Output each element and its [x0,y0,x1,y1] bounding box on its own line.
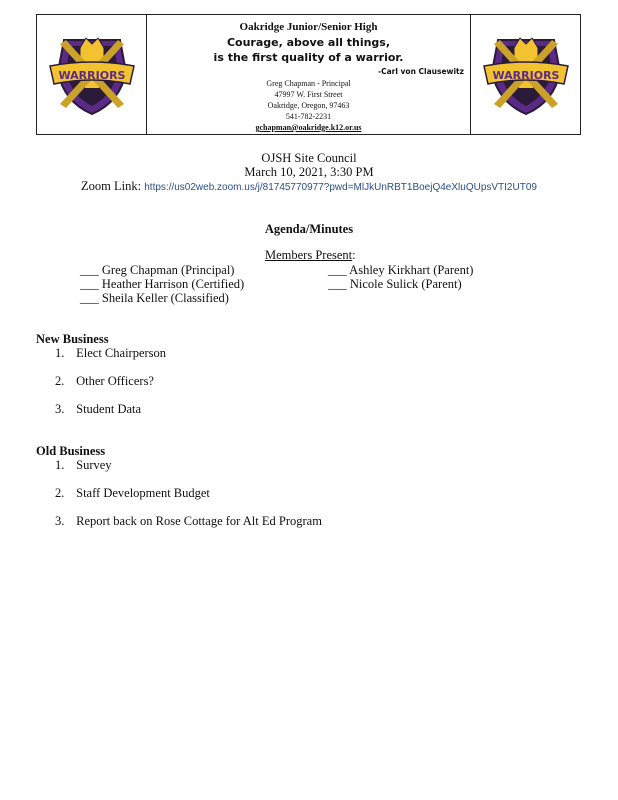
member-item: ___ Heather Harrison (Certified) [80,277,245,291]
new-business-heading: New Business [36,332,109,346]
motto-attribution: -Carl von Clausewitz [377,67,464,76]
list-text: Report back on Rose Cottage for Alt Ed Program [76,514,322,528]
phone-number: 541-782-2231 [285,112,332,121]
list-text: Other Officers? [76,374,154,388]
logo-left-cell [37,15,147,134]
letterhead-text [147,15,470,134]
motto-line-2: is the first quality of a warrior. [213,51,404,64]
street-address: 47997 W. First Street [274,90,343,99]
zoom-link[interactable]: https://us02web.zoom.us/j/81745770977?pwd=MlJkUnRBT1BoejQ4eXluQUpsVTI2UT09 [144,182,537,193]
agenda-title: Agenda/Minutes [264,222,354,236]
logo-right-cell [470,15,580,134]
list-number: 1. [55,458,65,472]
list-text: Staff Development Budget [76,486,210,500]
list-number: 2. [55,374,65,388]
city-state-zip: Oakridge, Oregon, 97463 [267,101,350,110]
svg-text:WARRIORS: WARRIORS [492,68,559,82]
list-text: Survey [76,458,112,472]
svg-text:WARRIORS: WARRIORS [58,68,125,82]
member-item: ___ Nicole Sulick (Parent) [328,277,462,291]
list-item [55,402,141,417]
list-number: 3. [55,402,65,416]
meeting-title: OJSH Site Council [261,151,357,165]
letterhead [36,14,581,135]
members-present-colon: : [352,248,356,262]
email-link[interactable]: gchapman@oakridge.k12.or.us [255,123,362,132]
list-text: Student Data [76,402,142,416]
member-item: ___ Greg Chapman (Principal) [80,263,235,277]
member-item: ___ Ashley Kirkhart (Parent) [328,263,474,277]
list-item [55,486,210,501]
principal-name: Greg Chapman - Principal [266,79,351,88]
list-text: Elect Chairperson [76,346,167,360]
school-name: Oakridge Junior/Senior High [239,21,378,33]
zoom-line [0,179,618,194]
meeting-datetime: March 10, 2021, 3:30 PM [244,165,374,179]
warriors-logo-left [46,32,138,118]
members-present-label: Members Present [265,248,353,262]
list-item [55,458,112,473]
member-item: ___ Sheila Keller (Classified) [80,291,229,305]
list-item [55,374,154,389]
zoom-label: Zoom Link: [81,179,142,193]
warriors-logo-right [480,32,572,118]
old-business-heading: Old Business [36,444,106,458]
list-item [55,514,322,529]
list-number: 2. [55,486,65,500]
list-number: 3. [55,514,65,528]
members-present-heading [265,248,356,263]
list-number: 1. [55,346,65,360]
list-item [55,346,166,361]
motto-line-1: Courage, above all things, [226,36,391,49]
